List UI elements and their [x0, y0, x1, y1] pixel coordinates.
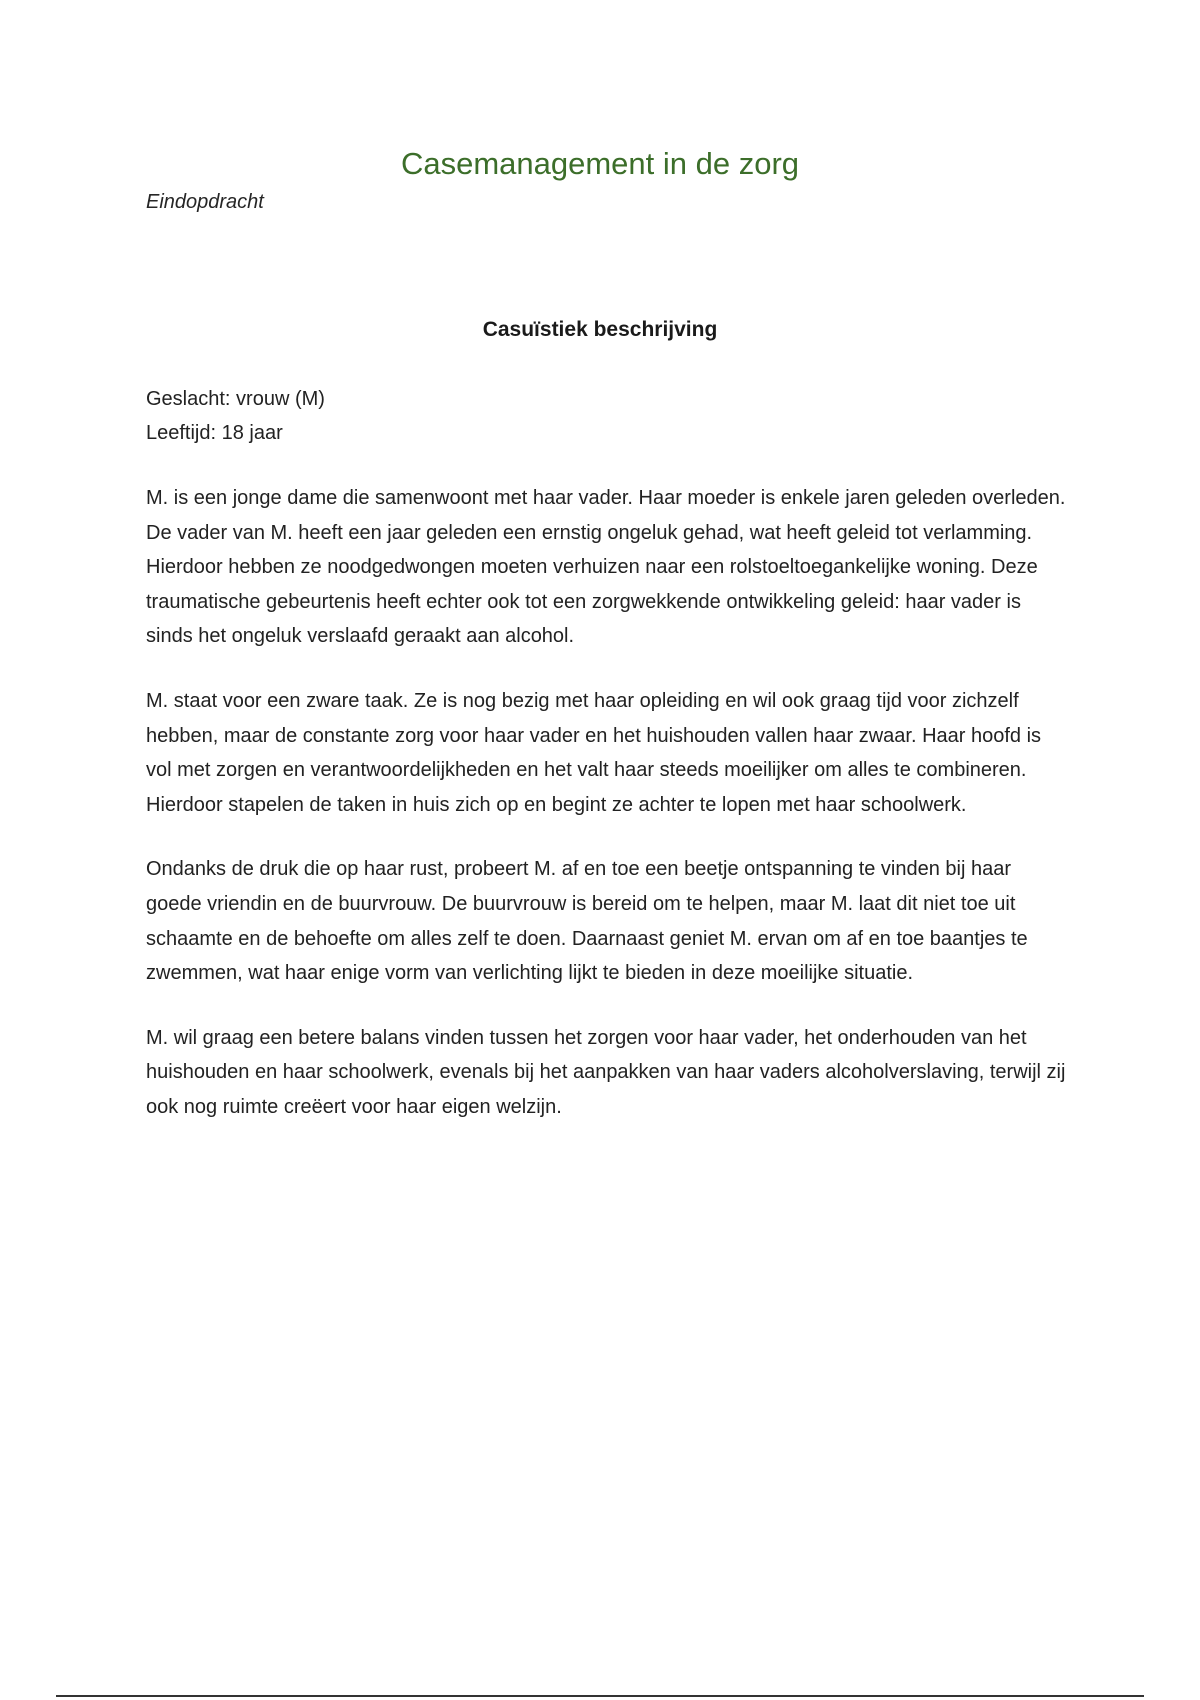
paragraph: M. staat voor een zware taak. Ze is nog bezig met haar opleiding en wil ook graag tijd voor zichzelf hebben, maar de constante zorg voor haar vader en het huishouden vallen haar zwaar. Haar hoofd is vol met zorgen en verantwoordelijkheden en het valt haar steeds moeilijker om alles te combineren. Hierdoor stapelen de taken in huis zich op en begint ze achter te lopen met haar schoolwerk.: [146, 689, 1042, 816]
age-line: Leeftijd: 18 jaar: [146, 422, 283, 444]
footer-divider: [56, 1695, 1144, 1697]
gender-line: Geslacht: vrouw (M): [146, 388, 325, 410]
case-description: [146, 481, 1066, 1155]
case-meta: [146, 382, 325, 450]
paragraph: Ondanks de druk die op haar rust, probeert M. af en toe een beetje ontspanning te vinden bij haar goede vriendin en de buurvrouw. De buurvrouw is bereid om te helpen, maar M. laat dit niet toe uit schaamte en de behoefte om alles zelf te doen. Daarnaast geniet M. ervan om af en toe baantjes te zwemmen, wat haar enige vorm van verlichting lijkt te bieden in deze moeilijke situatie.: [146, 858, 1028, 985]
document-subtitle: Eindopdracht: [146, 191, 264, 213]
document-title: Casemanagement in de zorg: [400, 146, 800, 181]
paragraph: M. wil graag een betere balans vinden tussen het zorgen voor haar vader, het onderhouden van het huishouden en haar schoolwerk, evenals bij het aanpakken van haar vaders alcoholverslaving, terwijl zij ook nog ruimte creëert voor haar eigen welzijn.: [146, 1026, 1066, 1118]
paragraph: M. is een jonge dame die samenwoont met haar vader. Haar moeder is enkele jaren geleden overleden. De vader van M. heeft een jaar geleden een ernstig ongeluk gehad, wat heeft geleid tot verlamming. Hierdoor hebben ze noodgedwongen moeten verhuizen naar een rolstoeltoegankelijke woning. Deze traumatische gebeurtenis heeft echter ook tot een zorgwekkende ontwikkeling geleid: haar vader is sinds het ongeluk verslaafd geraakt aan alcohol.: [146, 487, 1066, 648]
section-heading: Casuïstiek beschrijving: [482, 318, 718, 341]
